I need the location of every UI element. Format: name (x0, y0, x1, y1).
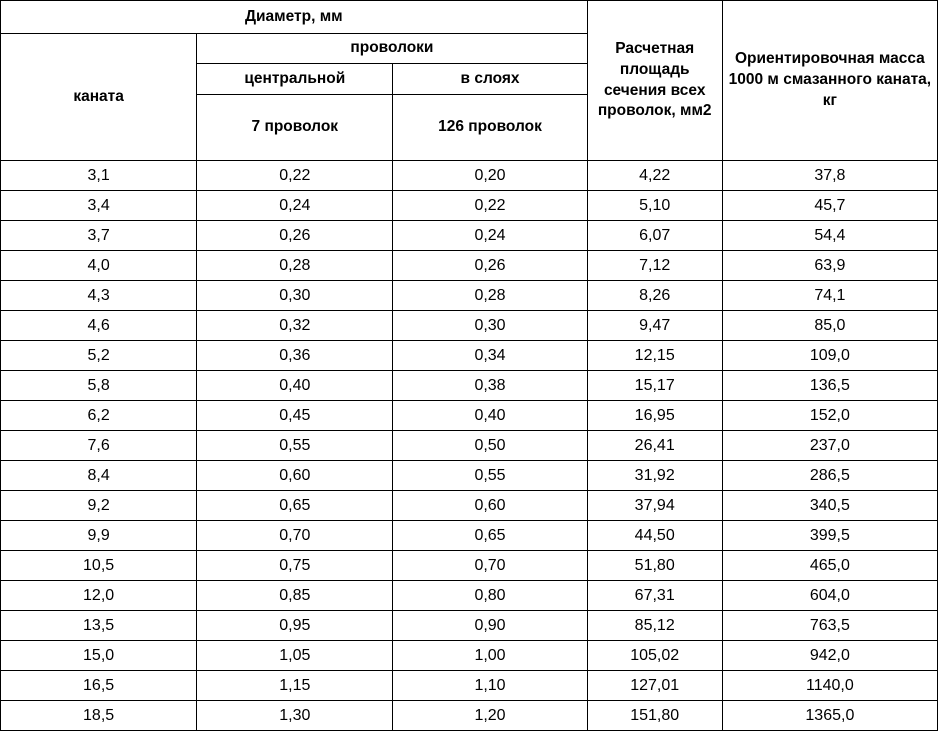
table-row (1, 341, 938, 371)
cell-section-area: 105,02 (587, 641, 722, 671)
cell-rope-diameter: 12,0 (1, 581, 197, 611)
cell-central-wire-diameter: 0,95 (197, 611, 393, 641)
cell-layer-wire-diameter: 0,50 (393, 431, 587, 461)
cell-section-area: 151,80 (587, 701, 722, 731)
cell-layer-wire-diameter: 0,70 (393, 551, 587, 581)
cell-section-area: 44,50 (587, 521, 722, 551)
header-wire-group: проволоки (197, 34, 587, 64)
cell-layer-wire-diameter: 0,20 (393, 161, 587, 191)
header-section-area: Расчетная площадь сечения всех проволок, мм2 (587, 1, 722, 161)
cell-central-wire-diameter: 0,60 (197, 461, 393, 491)
cell-rope-diameter: 4,6 (1, 311, 197, 341)
cell-central-wire-diameter: 0,30 (197, 281, 393, 311)
cell-central-wire-diameter: 0,45 (197, 401, 393, 431)
cell-section-area: 31,92 (587, 461, 722, 491)
cell-layer-wire-diameter: 0,40 (393, 401, 587, 431)
cell-section-area: 8,26 (587, 281, 722, 311)
cell-layer-wire-diameter: 0,22 (393, 191, 587, 221)
cell-section-area: 15,17 (587, 371, 722, 401)
header-wire-central: центральной (197, 64, 393, 95)
cell-approx-mass: 1140,0 (722, 671, 937, 701)
cell-approx-mass: 152,0 (722, 401, 937, 431)
cell-approx-mass: 340,5 (722, 491, 937, 521)
cell-central-wire-diameter: 1,30 (197, 701, 393, 731)
header-layer-wire-count: 126 проволок (393, 95, 587, 161)
cell-rope-diameter: 5,8 (1, 371, 197, 401)
cell-layer-wire-diameter: 0,90 (393, 611, 587, 641)
header-wire-layers: в слоях (393, 64, 587, 95)
cell-rope-diameter: 15,0 (1, 641, 197, 671)
table-row (1, 191, 938, 221)
cell-rope-diameter: 5,2 (1, 341, 197, 371)
cell-layer-wire-diameter: 1,10 (393, 671, 587, 701)
table-header (1, 1, 938, 161)
cell-section-area: 127,01 (587, 671, 722, 701)
cell-central-wire-diameter: 0,40 (197, 371, 393, 401)
table-row (1, 581, 938, 611)
cell-approx-mass: 85,0 (722, 311, 937, 341)
cell-rope-diameter: 6,2 (1, 401, 197, 431)
header-central-wire-count: 7 проволок (197, 95, 393, 161)
cell-rope-diameter: 9,2 (1, 491, 197, 521)
cell-section-area: 9,47 (587, 311, 722, 341)
cell-section-area: 4,22 (587, 161, 722, 191)
table-row (1, 491, 938, 521)
table-row (1, 311, 938, 341)
cell-rope-diameter: 9,9 (1, 521, 197, 551)
table-row (1, 551, 938, 581)
cell-rope-diameter: 8,4 (1, 461, 197, 491)
cell-rope-diameter: 4,0 (1, 251, 197, 281)
cell-rope-diameter: 7,6 (1, 431, 197, 461)
table-row (1, 401, 938, 431)
cell-approx-mass: 74,1 (722, 281, 937, 311)
cell-central-wire-diameter: 0,24 (197, 191, 393, 221)
cell-approx-mass: 237,0 (722, 431, 937, 461)
cell-rope-diameter: 18,5 (1, 701, 197, 731)
cell-central-wire-diameter: 0,26 (197, 221, 393, 251)
cell-layer-wire-diameter: 0,24 (393, 221, 587, 251)
cell-central-wire-diameter: 0,55 (197, 431, 393, 461)
cell-approx-mass: 54,4 (722, 221, 937, 251)
cell-layer-wire-diameter: 0,65 (393, 521, 587, 551)
cell-rope-diameter: 13,5 (1, 611, 197, 641)
cell-layer-wire-diameter: 0,30 (393, 311, 587, 341)
cell-layer-wire-diameter: 1,20 (393, 701, 587, 731)
cell-central-wire-diameter: 0,75 (197, 551, 393, 581)
table-row (1, 221, 938, 251)
cell-central-wire-diameter: 0,85 (197, 581, 393, 611)
cell-rope-diameter: 4,3 (1, 281, 197, 311)
cell-rope-diameter: 10,5 (1, 551, 197, 581)
table-row (1, 461, 938, 491)
cell-section-area: 6,07 (587, 221, 722, 251)
cell-layer-wire-diameter: 0,34 (393, 341, 587, 371)
table-row (1, 431, 938, 461)
cell-central-wire-diameter: 0,70 (197, 521, 393, 551)
cell-approx-mass: 1365,0 (722, 701, 937, 731)
cell-central-wire-diameter: 0,32 (197, 311, 393, 341)
cell-approx-mass: 63,9 (722, 251, 937, 281)
cell-approx-mass: 763,5 (722, 611, 937, 641)
cell-section-area: 16,95 (587, 401, 722, 431)
cell-rope-diameter: 3,4 (1, 191, 197, 221)
header-rope-diameter: каната (1, 34, 197, 161)
cell-approx-mass: 45,7 (722, 191, 937, 221)
cell-rope-diameter: 3,7 (1, 221, 197, 251)
cell-approx-mass: 399,5 (722, 521, 937, 551)
table-row (1, 161, 938, 191)
cell-central-wire-diameter: 0,28 (197, 251, 393, 281)
cell-layer-wire-diameter: 1,00 (393, 641, 587, 671)
cell-central-wire-diameter: 1,15 (197, 671, 393, 701)
cell-section-area: 67,31 (587, 581, 722, 611)
cell-central-wire-diameter: 0,36 (197, 341, 393, 371)
cell-section-area: 5,10 (587, 191, 722, 221)
cell-layer-wire-diameter: 0,80 (393, 581, 587, 611)
table-row (1, 281, 938, 311)
table-row (1, 701, 938, 731)
cell-approx-mass: 942,0 (722, 641, 937, 671)
cell-section-area: 85,12 (587, 611, 722, 641)
cell-layer-wire-diameter: 0,55 (393, 461, 587, 491)
cell-section-area: 12,15 (587, 341, 722, 371)
cell-rope-diameter: 16,5 (1, 671, 197, 701)
cell-layer-wire-diameter: 0,60 (393, 491, 587, 521)
table-body (1, 161, 938, 731)
cell-approx-mass: 465,0 (722, 551, 937, 581)
cell-approx-mass: 109,0 (722, 341, 937, 371)
cell-central-wire-diameter: 0,22 (197, 161, 393, 191)
cell-section-area: 51,80 (587, 551, 722, 581)
table-row (1, 641, 938, 671)
table-row (1, 611, 938, 641)
cell-layer-wire-diameter: 0,26 (393, 251, 587, 281)
cell-approx-mass: 37,8 (722, 161, 937, 191)
cell-approx-mass: 136,5 (722, 371, 937, 401)
table-row (1, 371, 938, 401)
cell-section-area: 26,41 (587, 431, 722, 461)
cell-rope-diameter: 3,1 (1, 161, 197, 191)
cell-central-wire-diameter: 1,05 (197, 641, 393, 671)
header-row-1 (1, 1, 938, 34)
cell-section-area: 7,12 (587, 251, 722, 281)
header-diameter-group: Диаметр, мм (1, 1, 588, 34)
header-approx-mass: Ориентировочная масса 1000 м смазанного каната, кг (722, 1, 937, 161)
cell-layer-wire-diameter: 0,38 (393, 371, 587, 401)
cell-layer-wire-diameter: 0,28 (393, 281, 587, 311)
cell-section-area: 37,94 (587, 491, 722, 521)
table-row (1, 521, 938, 551)
table-row (1, 251, 938, 281)
cell-approx-mass: 286,5 (722, 461, 937, 491)
cell-approx-mass: 604,0 (722, 581, 937, 611)
cell-central-wire-diameter: 0,65 (197, 491, 393, 521)
table-row (1, 671, 938, 701)
